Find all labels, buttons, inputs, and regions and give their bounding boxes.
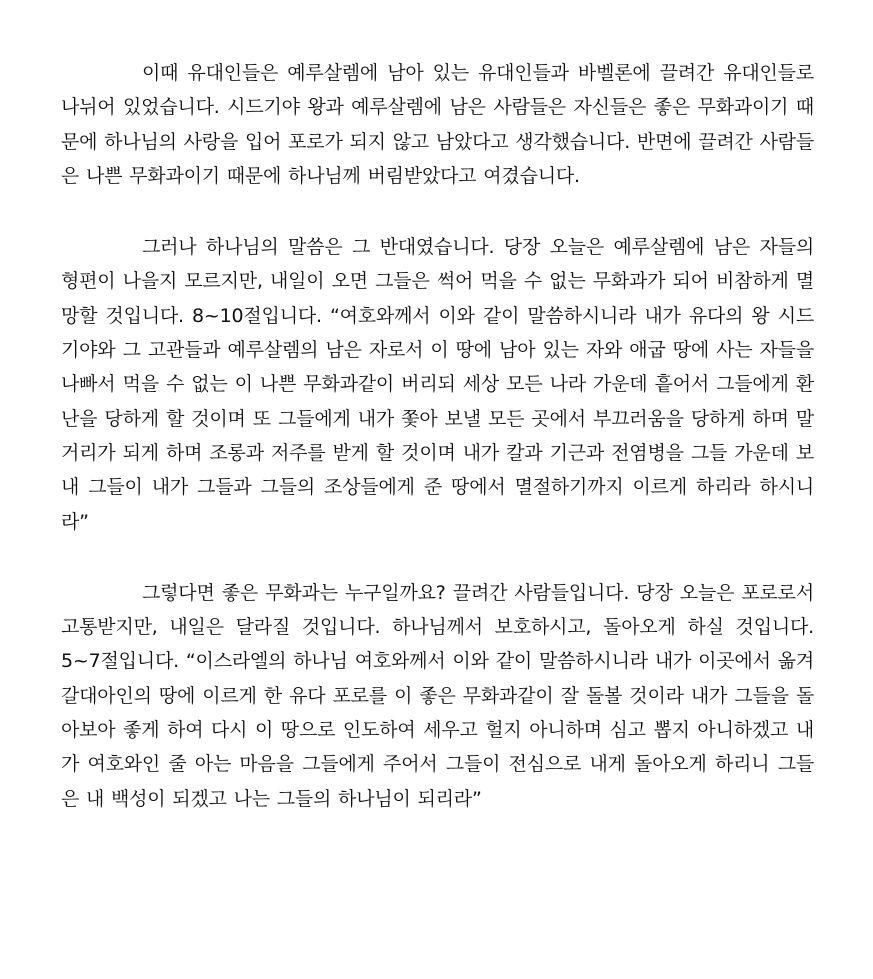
paragraph-3: 그렇다면 좋은 무화과는 누구일까요? 끌려간 사람들입니다. 당장 오늘은 포로로서 고통받지만, 내일은 달라질 것입니다. 하나님께서 보호하시고, 돌아오게 하실 것입니다. 5~7절입니다. “이스라엘의 하나님 여호와께서 이와 같이 말씀하시니라 내가 이곳에서 옮겨 갈대아인의 땅에 이르게 한 유다 포로를 이 좋은 무화과같이 잘 돌볼 것이라 내가 그들을 돌아보아 좋게 하여 다시 이 땅으로 인도하여 세우고 헐지 아니하며 심고 뽑지 아니하겠고 내가 여호와인 줄 아는 마음을 그들에게 주어서 그들이 전심으로 내게 돌아오게 하리니 그들은 내 백성이 되겠고 나는 그들의 하나님이 되리라” [61, 581, 814, 810]
paragraph-1: 이때 유대인들은 예루살렘에 남아 있는 유대인들과 바벨론에 끌려간 유대인들로 나뉘어 있었습니다. 시드기야 왕과 예루살렘에 남은 사람들은 자신들은 좋은 무화과이기 때문에 하나님의 사랑을 입어 포로가 되지 않고 남았다고 생각했습니다. 반면에 끌려간 사람들은 나쁜 무화과이기 때문에 하나님께 버림받았다고 여겼습니다. [61, 62, 814, 187]
document-page [61, 56, 814, 853]
paragraph-2: 그러나 하나님의 말씀은 그 반대였습니다. 당장 오늘은 예루살렘에 남은 자들의 형편이 나을지 모르지만, 내일이 오면 그들은 썩어 먹을 수 없는 무화과가 되어 비참하게 멸망할 것입니다. 8~10절입니다. “여호와께서 이와 같이 말씀하시니라 내가 유다의 왕 시드기야와 그 고관들과 예루살렘의 남은 자로서 이 땅에 남아 있는 자와 애굽 땅에 사는 자들을 나빠서 먹을 수 없는 이 나쁜 무화과같이 버리되 세상 모든 나라 가운데 흩어서 그들에게 환난을 당하게 할 것이며 또 그들에게 내가 쫓아 보낼 모든 곳에서 부끄러움을 당하게 하며 말거리가 되게 하며 조롱과 저주를 받게 할 것이며 내가 칼과 기근과 전염병을 그들 가운데 보내 그들이 내가 그들과 그들의 조상들에게 준 땅에서 멸절하기까지 이르게 하리라 하시니라” [61, 236, 814, 533]
